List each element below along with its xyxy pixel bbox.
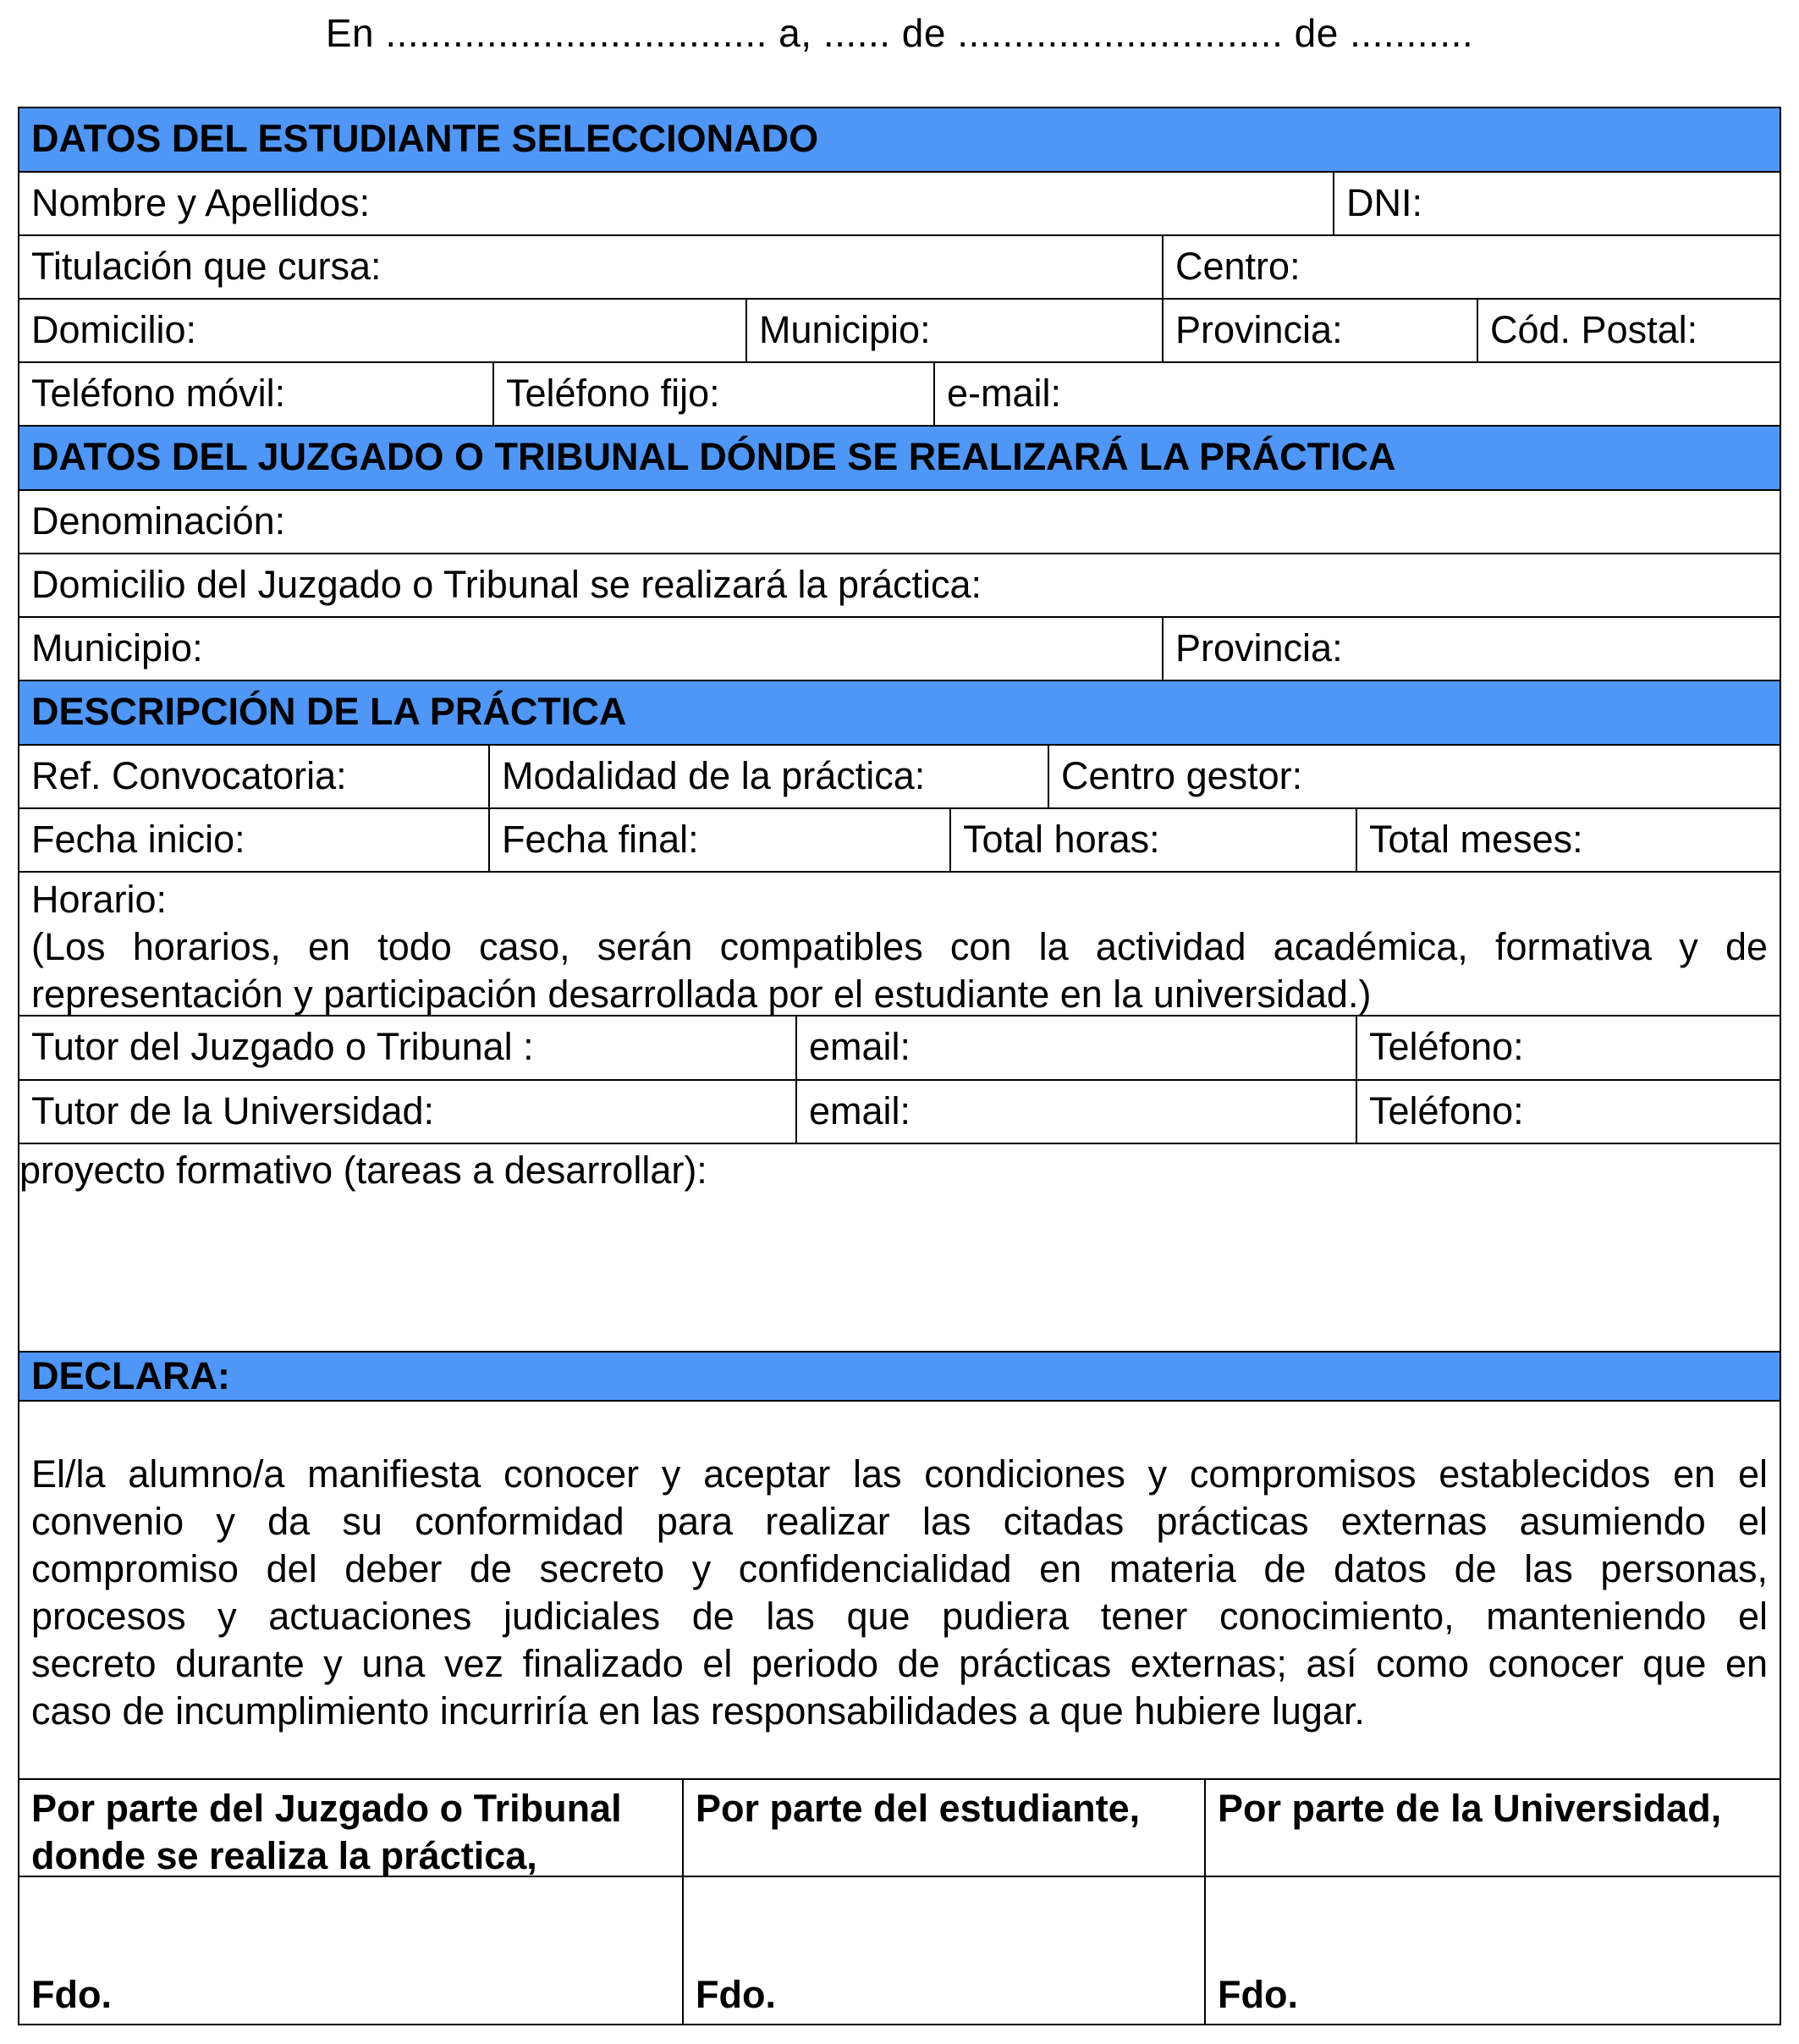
domicilio-field[interactable]: Domicilio: [31,308,197,351]
centro-field[interactable]: Centro: [1162,236,1781,298]
student-row-address [18,298,1781,361]
declara-text-block [18,1400,1781,1778]
student-section-header [18,107,1781,171]
declara-text-line: El/la alumno/a manifiesta conocer y aceptar las condiciones y compromisos establecidos en el [31,1452,1768,1496]
signature-estudiante-box[interactable] [682,1877,1204,2024]
court-municipio-field[interactable]: Municipio: [31,626,203,669]
practice-row-horario[interactable] [18,871,1781,1015]
fdo-estudiante-label: Fdo. [696,1973,776,2016]
student-section-title: DATOS DEL ESTUDIANTE SELECCIONADO [31,117,819,160]
court-row-location [18,616,1781,680]
practice-row-tutor-juzgado [18,1015,1781,1079]
tutor-universidad-email-field[interactable]: email: [795,1081,1356,1143]
fecha-inicio-field[interactable]: Fecha inicio: [31,818,245,861]
signature-juzgado-heading-line: Por parte del Juzgado o Tribunal [31,1787,622,1830]
signature-universidad-heading: Por parte de la Universidad, [1204,1780,1781,1876]
municipio-field[interactable]: Municipio: [745,300,1162,361]
declara-text-line: caso de incumplimiento incurriría en las responsabilidades a que hubiere lugar. [31,1689,1365,1733]
practice-row-tutor-universidad [18,1079,1781,1143]
practice-row-ref [18,744,1781,807]
titulacion-field[interactable]: Titulación que cursa: [31,245,382,288]
centro-gestor-field[interactable]: Centro gestor: [1048,746,1781,807]
court-domicilio-field[interactable]: Domicilio del Juzgado o Tribunal se realizará la práctica: [31,563,982,606]
horario-note-line: representación y participación desarrollada por el estudiante en la universidad.) [31,972,1372,1016]
proyecto-formativo-label: proyecto formativo (tareas a desarrollar): [19,1149,707,1192]
nombre-field[interactable]: Nombre y Apellidos: [31,181,371,224]
declara-text-line: secreto durante y una vez finalizado el periodo de prácticas externas; así como conocer que en [31,1642,1768,1685]
practice-section-title: DESCRIPCIÓN DE LA PRÁCTICA [31,690,627,733]
total-meses-field[interactable]: Total meses: [1356,809,1781,871]
tutor-juzgado-telefono-field[interactable]: Teléfono: [1356,1016,1781,1079]
practice-section-header [18,680,1781,744]
student-row-contact [18,361,1781,425]
fecha-final-field[interactable]: Fecha final: [488,809,949,871]
practice-row-proyecto[interactable] [18,1143,1781,1351]
practice-agreement-form [18,107,1781,2025]
dni-field[interactable]: DNI: [1333,173,1781,234]
student-row-titulacion [18,234,1781,298]
signature-heading-row [18,1778,1781,1876]
signature-space-row [18,1876,1781,2025]
horario-note-line: (Los horarios, en todo caso, serán compatibles con la actividad académica, formativa y de [31,925,1768,968]
cod-postal-field[interactable]: Cód. Postal: [1477,300,1781,361]
provincia-field[interactable]: Provincia: [1162,300,1477,361]
signature-juzgado-box[interactable] [19,1877,682,2024]
declara-section-header [18,1351,1781,1400]
court-row-denominacion [18,489,1781,553]
court-section-header [18,425,1781,489]
place-date-line: En .................................. a, ...... de ............................. de ........... [325,11,1474,55]
denominacion-field[interactable]: Denominación: [31,499,286,543]
tutor-juzgado-email-field[interactable]: email: [795,1016,1356,1079]
declara-section-title: DECLARA: [31,1354,230,1397]
student-row-name [18,171,1781,234]
ref-convocatoria-field[interactable]: Ref. Convocatoria: [31,754,347,797]
telefono-movil-field[interactable]: Teléfono móvil: [31,372,286,415]
signature-juzgado-heading-line: donde se realiza la práctica, [31,1834,537,1877]
total-horas-field[interactable]: Total horas: [949,809,1356,871]
declara-text-line: compromiso del deber de secreto y confidencialidad en materia de datos de las personas, [31,1547,1768,1590]
tutor-universidad-field[interactable]: Tutor de la Universidad: [31,1089,435,1132]
court-provincia-field[interactable]: Provincia: [1162,618,1781,680]
signature-juzgado-heading [19,1780,682,1876]
email-field[interactable]: e-mail: [933,363,1781,425]
tutor-juzgado-field[interactable]: Tutor del Juzgado o Tribunal : [31,1025,534,1068]
horario-label: Horario: [31,878,168,921]
declara-text-line: procesos y actuaciones judiciales de las que pudiera tener conocimiento, manteniendo el [31,1595,1768,1638]
court-section-title: DATOS DEL JUZGADO O TRIBUNAL DÓNDE SE REALIZARÁ LA PRÁCTICA [31,435,1396,478]
fdo-universidad-label: Fdo. [1218,1973,1298,2016]
practice-row-dates [18,807,1781,871]
signature-estudiante-heading: Por parte del estudiante, [682,1780,1204,1876]
telefono-fijo-field[interactable]: Teléfono fijo: [492,363,933,425]
court-row-domicilio [18,553,1781,616]
modalidad-field[interactable]: Modalidad de la práctica: [488,746,1048,807]
fdo-juzgado-label: Fdo. [31,1973,112,2016]
tutor-universidad-telefono-field[interactable]: Teléfono: [1356,1081,1781,1143]
declara-text-line: convenio y da su conformidad para realizar las citadas prácticas externas asumiendo el [31,1500,1768,1543]
signature-universidad-box[interactable] [1204,1877,1781,2024]
